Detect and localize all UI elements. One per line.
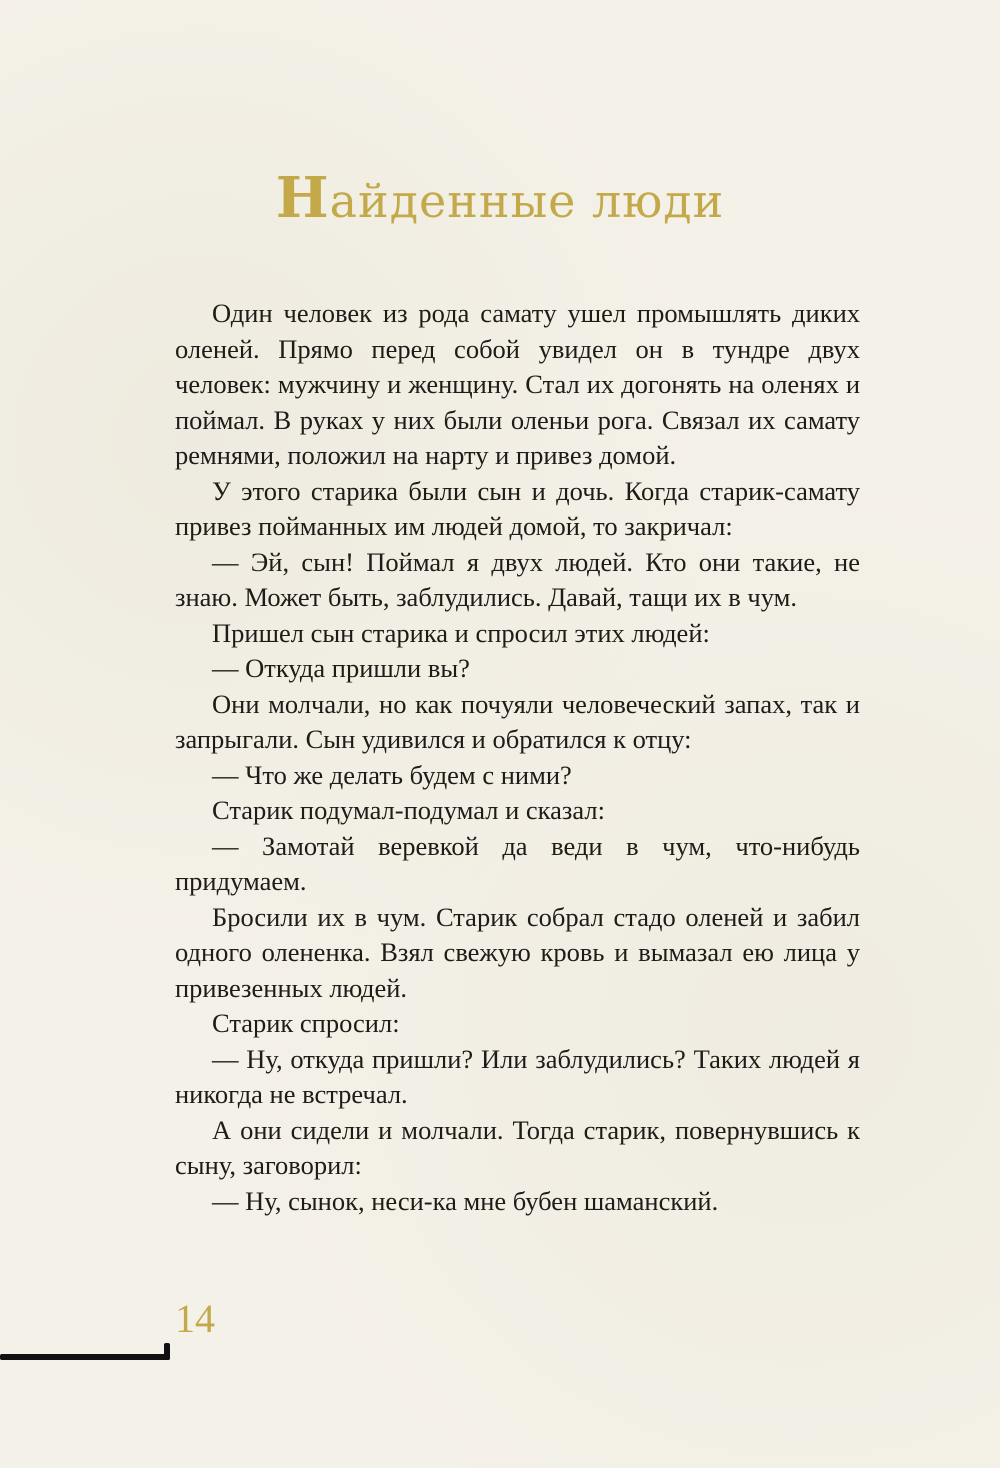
chapter-title-initial: Н (275, 165, 330, 231)
paragraph: Они молчали, но как почуяли человеческий запах, так и запрыгали. Сын удивился и обратился к отцу: (175, 688, 860, 754)
dialogue-line: — Что же делать будем с ними? (212, 759, 572, 790)
page-number-rule-tick (164, 1343, 170, 1360)
paragraph: Старик спросил: (212, 1008, 400, 1038)
dialogue-line: — Откуда пришли вы? (212, 653, 470, 683)
dialogue-line: — Ну, откуда пришли? Или заблудились? Таких людей я никогда не встречал. (175, 1043, 860, 1109)
paragraph: Старик подумал-подумал и сказал: (212, 795, 605, 825)
paragraph: У этого старика были сын и дочь. Когда старик-самату привез пойманных им людей домой, то закричал: (175, 475, 860, 541)
paragraph: А они сидели и молчали. Тогда старик, повернувшись к сыну, заговорил: (175, 1114, 860, 1180)
dialogue-line: — Ну, сынок, неси-ка мне бубен шаманский. (212, 1185, 719, 1216)
chapter-title (0, 165, 1000, 231)
body-text (175, 296, 860, 1219)
paragraph: Один человек из рода саматy ушел промышлять диких оленей. Прямо перед собой увидел он в тундре двух человек: мужчину и женщину. Стал их догонять на оленях и поймал. В руках у них были оленьи рога. Связал их самату ремнями, положил на нарту и привез домой. (175, 298, 860, 470)
page-number: 14 (175, 1296, 215, 1341)
paragraph: Пришел сын старика и спросил этих людей: (212, 617, 710, 648)
chapter-title-rest: айденные люди (329, 174, 725, 228)
paragraph: Бросили их в чум. Старик собрал стадо оленей и забил одного олененка. Взял свежую кровь и вымазал ею лица у привезенных людей. (175, 901, 860, 1003)
dialogue-line: — Эй, сын! Поймал я двух людей. Кто они такие, не знаю. Может быть, заблудились. Давай, тащи их в чум. (175, 546, 860, 612)
dialogue-line: — Замотай веревкой да веди в чум, что-нибудь придумаем. (175, 830, 860, 896)
page-number-rule (0, 1354, 170, 1360)
